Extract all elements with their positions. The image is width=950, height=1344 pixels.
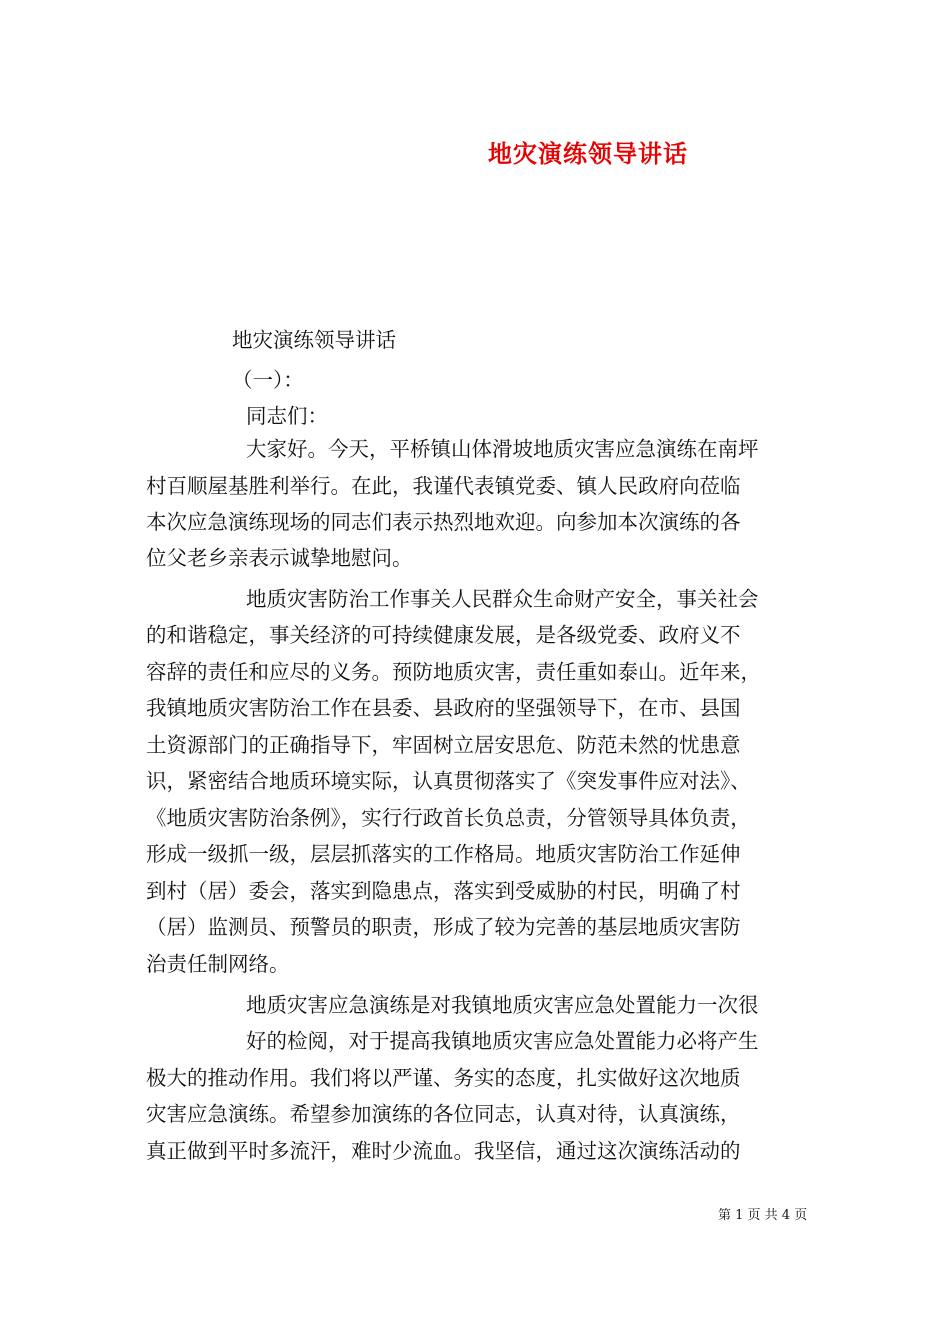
body-line: 土资源部门的正确指导下，牢固树立居安思危、防范未然的忧患意 (146, 733, 741, 757)
body-line: 《地质灾害防治条例》，实行行政首长负总责，分管领导具体负责， (146, 806, 751, 830)
body-line: 大家好。今天，平桥镇山体滑坡地质灾害应急演练在南坪 (246, 437, 759, 461)
body-line: 村百顺屋基胜利举行。在此，我谨代表镇党委、镇人民政府向莅临 (146, 474, 741, 498)
body-line: 我镇地质灾害防治工作在县委、县政府的坚强领导下，在市、县国 (146, 696, 741, 720)
salutation: 同志们： (246, 404, 328, 428)
document-title: 地灾演练领导讲话 (488, 139, 688, 168)
body-line: 到村（居）委会，落实到隐患点，落实到受威胁的村民，明确了村 (146, 879, 741, 903)
body-line: 地质灾害应急演练是对我镇地质灾害应急处置能力一次很 (246, 993, 759, 1017)
body-line: 识，紧密结合地质环境实际，认真贯彻落实了《突发事件应对法》、 (146, 769, 751, 793)
body-line: 位父老乡亲表示诚挚地慰问。 (146, 546, 413, 570)
body-line: 容辞的责任和应尽的义务。预防地质灾害，责任重如泰山。近年来， (146, 660, 761, 684)
body-line: 真正做到平时多流汗，难时少流血。我坚信，通过这次演练活动的 (146, 1139, 741, 1163)
body-line: 形成一级抓一级，层层抓落实的工作格局。地质灾害防治工作延伸 (146, 842, 741, 866)
body-line: 的和谐稳定，事关经济的可持续健康发展，是各级党委、政府义不 (146, 623, 741, 647)
body-line: 治责任制网络。 (146, 952, 290, 976)
speech-heading: 地灾演练领导讲话 (232, 328, 396, 352)
page-footer: 第 1 页 共 4 页 (718, 1208, 808, 1223)
body-line: 本次应急演练现场的同志们表示热烈地欢迎。向参加本次演练的各 (146, 510, 741, 534)
body-line: （居）监测员、预警员的职责，形成了较为完善的基层地质灾害防 (146, 915, 741, 939)
body-line: 极大的推动作用。我们将以严谨、务实的态度，扎实做好这次地质 (146, 1066, 741, 1090)
body-line: 地质灾害防治工作事关人民群众生命财产安全，事关社会 (246, 587, 759, 611)
body-line: 灾害应急演练。希望参加演练的各位同志，认真对待，认真演练， (146, 1102, 741, 1126)
section-number: （一）： (232, 368, 304, 392)
body-line: 好的检阅，对于提高我镇地质灾害应急处置能力必将产生 (246, 1029, 759, 1053)
